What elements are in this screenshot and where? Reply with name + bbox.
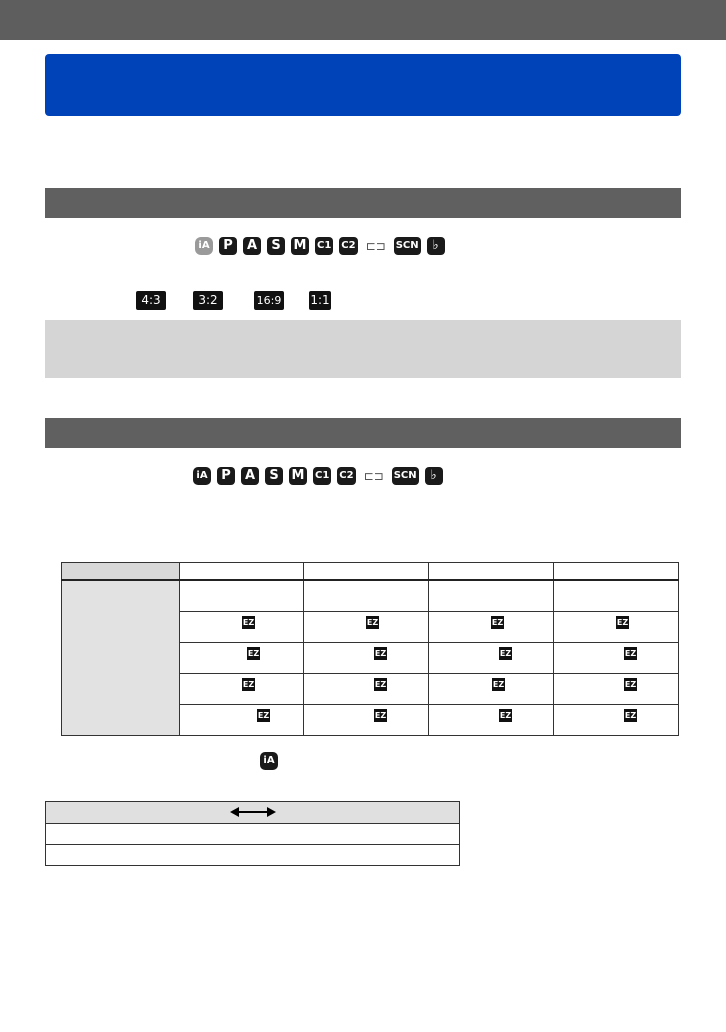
aperture-priority-mode-icon: A	[241, 467, 259, 485]
table-cell	[180, 643, 304, 674]
extra-zoom-icon: EZ	[374, 649, 387, 658]
table-row	[62, 580, 679, 612]
table-header-cell	[62, 563, 180, 581]
extra-zoom-icon: EZ	[499, 711, 512, 720]
creative-control-mode-icon: ♭	[427, 237, 445, 255]
table-row	[46, 824, 460, 845]
double-arrow-icon	[230, 806, 276, 818]
table-cell	[180, 674, 304, 705]
extra-zoom-icon: EZ	[624, 680, 637, 689]
extra-zoom-icon: EZ	[242, 680, 255, 689]
extra-zoom-icon: EZ	[491, 618, 504, 627]
table-header-cell	[46, 802, 460, 824]
table-header-row	[46, 802, 460, 824]
aperture-priority-mode-icon: A	[243, 237, 261, 255]
size-table	[61, 562, 679, 736]
scene-mode-icon: SCN	[394, 237, 421, 255]
table-header-row	[62, 563, 679, 581]
page-title-banner	[45, 54, 681, 116]
extra-zoom-icon: EZ	[247, 649, 260, 658]
table-header-cell	[304, 563, 429, 581]
intelligent-auto-mode-icon: iA	[193, 467, 211, 485]
extra-zoom-icon: EZ	[499, 649, 512, 658]
extra-zoom-icon: EZ	[366, 618, 379, 627]
intelligent-auto-mode-icon: iA	[195, 237, 213, 255]
custom-2-mode-icon: C2	[339, 237, 357, 255]
manual-mode-icon: M	[289, 467, 307, 485]
panorama-mode-icon: ⊏⊐	[363, 469, 384, 483]
aspect-4-3-icon: 4:3	[136, 291, 166, 310]
table-header-cell	[429, 563, 554, 581]
table-cell	[554, 705, 679, 736]
aspect-3-2-icon: 3:2	[193, 291, 223, 310]
manual-mode-icon: M	[291, 237, 309, 255]
aspect-16-9-icon: 16:9	[254, 291, 284, 310]
table-cell	[304, 705, 429, 736]
extra-zoom-icon: EZ	[257, 711, 270, 720]
table-cell	[429, 705, 554, 736]
section-header-bar-2	[45, 418, 681, 448]
intelligent-auto-note-icon: iA	[260, 752, 278, 770]
creative-control-mode-icon: ♭	[425, 467, 443, 485]
table-cell	[554, 580, 679, 612]
note-box	[45, 320, 681, 378]
program-mode-icon: P	[217, 467, 235, 485]
extra-zoom-icon: EZ	[492, 680, 505, 689]
extra-zoom-icon: EZ	[374, 711, 387, 720]
table-cell	[429, 580, 554, 612]
table-cell	[180, 705, 304, 736]
table-row-header	[62, 580, 180, 736]
recording-mode-icons-1	[195, 236, 445, 256]
extra-zoom-icon: EZ	[624, 711, 637, 720]
top-header-bar	[0, 0, 726, 40]
table-cell	[554, 612, 679, 643]
program-mode-icon: P	[219, 237, 237, 255]
scene-mode-icon: SCN	[392, 467, 419, 485]
shutter-priority-mode-icon: S	[267, 237, 285, 255]
extra-zoom-icon: EZ	[616, 618, 629, 627]
table-header-cell	[180, 563, 304, 581]
extra-zoom-icon: EZ	[624, 649, 637, 658]
small-table	[45, 801, 460, 866]
table-cell	[180, 612, 304, 643]
table-cell	[304, 580, 429, 612]
table-cell	[429, 643, 554, 674]
table-cell	[554, 643, 679, 674]
custom-2-mode-icon: C2	[337, 467, 355, 485]
table-cell	[180, 580, 304, 612]
section-header-bar-1	[45, 188, 681, 218]
shutter-priority-mode-icon: S	[265, 467, 283, 485]
table-cell	[304, 643, 429, 674]
custom-1-mode-icon: C1	[313, 467, 331, 485]
extra-zoom-icon: EZ	[374, 680, 387, 689]
table-row	[46, 845, 460, 866]
table-cell	[429, 612, 554, 643]
table-cell	[304, 674, 429, 705]
extra-zoom-icon: EZ	[242, 618, 255, 627]
table-cell	[429, 674, 554, 705]
table-header-cell	[554, 563, 679, 581]
table-cell	[304, 612, 429, 643]
custom-1-mode-icon: C1	[315, 237, 333, 255]
recording-mode-icons-2	[193, 466, 443, 486]
aspect-1-1-icon: 1:1	[309, 291, 331, 310]
table-cell	[46, 845, 460, 866]
table-cell	[46, 824, 460, 845]
table-cell	[554, 674, 679, 705]
panorama-mode-icon: ⊏⊐	[365, 239, 386, 253]
